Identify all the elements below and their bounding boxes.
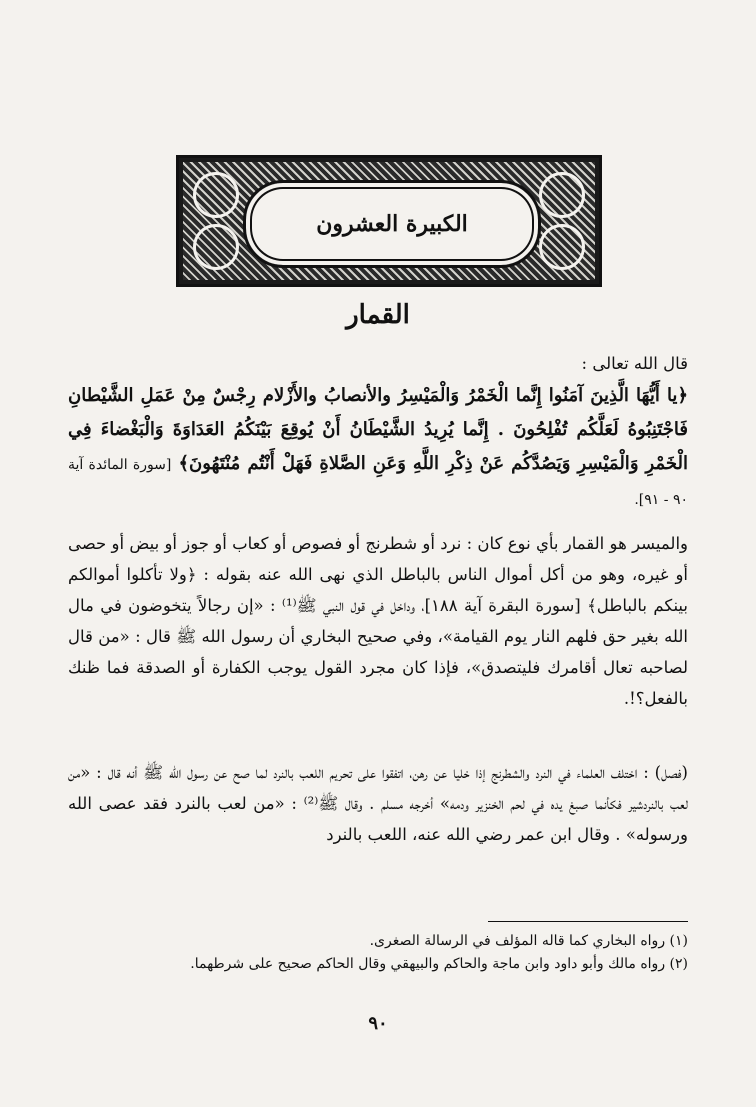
quran-verse <box>68 379 688 517</box>
ornament-corner-icon <box>539 172 585 218</box>
ornament-corner-icon <box>193 172 239 218</box>
footnote-1: (١) رواه البخاري كما قاله المؤلف في الرسالة الصغرى. <box>369 933 688 949</box>
chapter-ornament-frame <box>176 155 602 287</box>
intro-text: قال الله تعالى : <box>581 354 688 373</box>
paragraph-gambling <box>68 528 688 714</box>
paragraph-1: والميسر هو القمار بأي نوع كان : نرد أو شطرنج أو فصوص أو كعاب أو جوز أو بيض أو حصى أو غيره، وهو من أكل أموال الناس بالباطل الذي نهى الله عنه بقوله : ﴿ولا تأكلوا أموالكم بينكم بالباطل﴾ [سورة البقرة آية ١٨٨]، وداخل في قول النبي ﷺ⁽¹⁾ : «إن رجالاً يتخوضون في مال الله بغير حق فلهم النار يوم القيامة»، وفي صحيح البخاري أن رسول الله ﷺ قال : «من قال لصاحبه تعال أقامرك فليتصدق»، فإذا كان مجرد القول يوجب الكفارة أو الصدقة فما ظنك بالفعل؟!. <box>68 534 688 708</box>
paragraph-2: (فصل) : اختلف العلماء في النرد والشطرنج إذا خليا عن رهن، اتفقوا على تحريم اللعب بالنرد لما صح عن رسول الله ﷺ أنه قال : «من لعب بالنردشير فكأنما صبغ يده في لحم الخنزير ودمه» أخرجه مسلم . وقال ﷺ⁽²⁾ : «من لعب بالنرد فقد عصى الله ورسوله» . وقال ابن عمر رضي الله عنه، اللعب بالنرد <box>68 763 689 844</box>
chapter-title-cartouche <box>243 180 541 268</box>
paragraph-fasl <box>68 757 688 850</box>
chapter-title: الكبيرة العشرون <box>316 211 468 237</box>
verse-block <box>68 348 688 517</box>
section-title: القمار <box>346 300 410 330</box>
ornament-corner-icon <box>193 224 239 270</box>
footnote-divider <box>488 921 688 922</box>
ornament-corner-icon <box>539 224 585 270</box>
footnotes <box>68 930 688 976</box>
footnote-2: (٢) رواه مالك وأبو داود وابن ماجة والحاكم والبيهقي وقال الحاكم صحيح على شرطهما. <box>190 956 688 972</box>
page-number: ٩٠ <box>368 1013 388 1034</box>
verse-text: ﴿يا أَيُّهَا الَّذِينَ آمَنُوا إِنَّما الْخَمْرُ وَالْمَيْسِرُ والأنصابُ والأَزْلام رِجْسٌ مِنْ عَمَلِ الشَّيْطانِ فَاجْتَنِبُوهُ لَعَلَّكُم تُفْلِحُونَ . إِنَّما يُرِيدُ الشَّيْطَانُ أَنْ يُوقِعَ بَيْنَكُمُ العَدَاوَةَ وَالْبَغْضاءَ فِي الْخَمْرِ وَالْمَيْسِرِ وَيَصُدَّكُم عَنْ ذِكْرِ اللَّهِ وَعَنِ الصَّلاةِ فَهَلْ أَنْتُم مُنْتَهُونَ﴾ <box>68 385 688 474</box>
verse-reference: [سورة المائدة آية ٩٠ - ٩١]. <box>68 457 688 508</box>
